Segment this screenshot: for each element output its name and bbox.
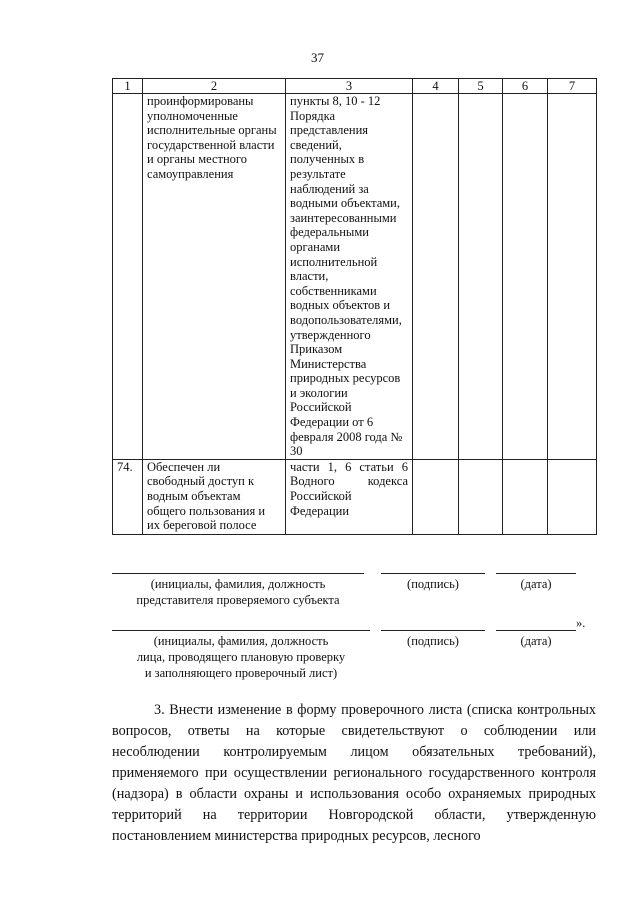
checklist-table — [112, 78, 597, 535]
subject-name-caption: (инициалы, фамилия, должность представителя проверяемого субъекта — [136, 577, 340, 607]
column-header: 3 — [286, 79, 413, 94]
column-header: 4 — [413, 79, 459, 94]
column-header: 6 — [503, 79, 548, 94]
answer-cell — [413, 459, 459, 534]
amendment-paragraph: 3. Внести изменение в форму проверочного листа (списка контрольных вопросов, ответы на которые свидетельствуют о соблюдении или несоблюдении контролируемым лицом обязательных требований), применяемого при осуществлении регионального государственного контроля (надзора) в области охраны и использования особо охраняемых природных территорий на территории Новгородской области, утвержденную постановлением министерства природных ресурсов, лесного — [112, 702, 596, 844]
reference-cell: пункты 8, 10 - 12 Порядка представления сведений, полученных в результате наблюдений за водными объектами, заинтересованными федеральными органами исполнительной власти, собственниками водных объектов и водопользователями, утвержденного Приказом Министерства природных ресурсов и экологии Российской Федерации от 6 февраля 2008 года № 30 — [286, 94, 413, 460]
subject-signature-line — [381, 573, 485, 574]
column-header: 7 — [548, 79, 597, 94]
row-number-cell — [113, 94, 143, 460]
inspector-date-caption: (дата) — [520, 634, 552, 648]
answer-cell — [548, 459, 597, 534]
answer-cell — [548, 94, 597, 460]
inspector-name-caption: (инициалы, фамилия, должность лица, проводящего плановую проверку и заполняющего проверочный лист) — [136, 634, 346, 680]
question-cell: проинформированы уполномоченные исполнительные органы государственной власти и органы местного самоуправления — [143, 94, 286, 460]
answer-cell — [413, 94, 459, 460]
inspector-date-line — [496, 630, 576, 631]
table-row — [113, 459, 597, 534]
column-header: 1 — [113, 79, 143, 94]
page-number: 37 — [311, 50, 324, 65]
subject-date-caption: (дата) — [520, 577, 552, 591]
column-header: 2 — [143, 79, 286, 94]
question-cell: Обеспечен ли свободный доступ к водным объектам общего пользования и их береговой полосе — [143, 459, 286, 534]
subject-name-line — [112, 573, 364, 574]
answer-cell — [459, 459, 503, 534]
row-number-cell: 74. — [113, 459, 143, 534]
column-header: 5 — [459, 79, 503, 94]
answer-cell — [503, 459, 548, 534]
subject-signature-caption: (подпись) — [407, 577, 459, 591]
table-header-row — [113, 79, 597, 94]
inspector-signature-line — [381, 630, 485, 631]
table-row — [113, 94, 597, 460]
reference-cell: части 1, 6 статьи 6 Водного кодекса Российской Федерации — [286, 459, 413, 534]
inspector-name-line — [112, 630, 370, 631]
inspector-signature-caption: (подпись) — [407, 634, 459, 648]
answer-cell — [459, 94, 503, 460]
answer-cell — [503, 94, 548, 460]
subject-date-line — [496, 573, 576, 574]
closing-quote: ». — [576, 616, 586, 630]
